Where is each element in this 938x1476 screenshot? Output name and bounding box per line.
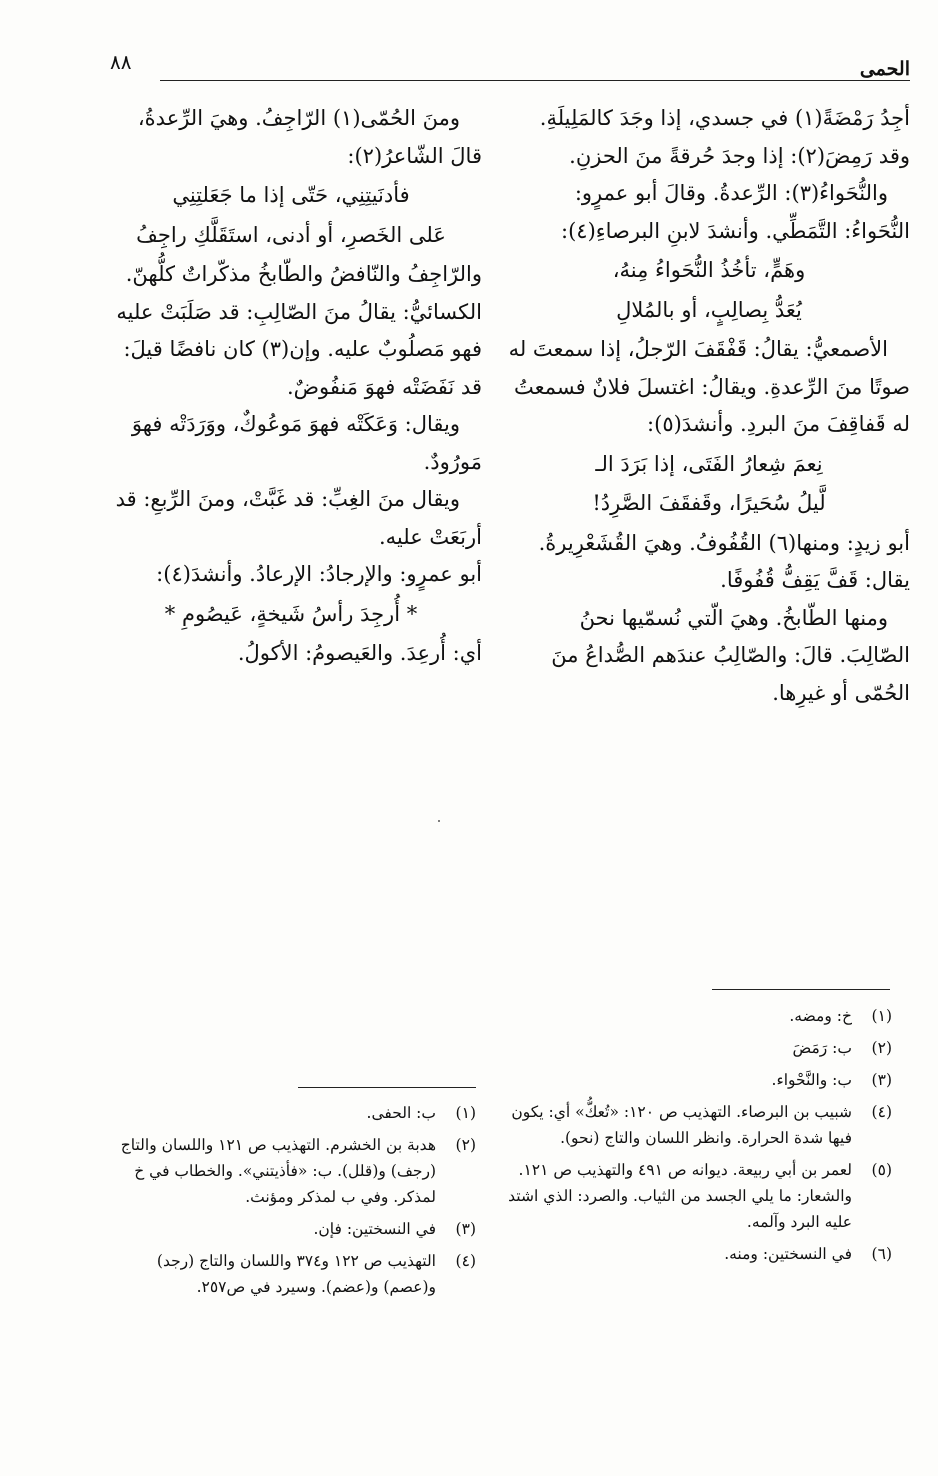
right-column bbox=[508, 100, 910, 712]
footnote-number: (٦) bbox=[871, 1245, 892, 1263]
footnote-separator-left bbox=[298, 1087, 476, 1088]
verse-line: نِعمَ شِعارُ الفَتَى، إذا بَرَدَ الـ bbox=[595, 451, 823, 476]
footnote-number: (٢) bbox=[871, 1039, 892, 1057]
verse-line: * أُرجِدَ رأسُ شَيخةٍ، عَيصُومِ * bbox=[164, 601, 418, 626]
footnote-number: (٣) bbox=[871, 1071, 892, 1089]
footnote-text: خ: ومضه. bbox=[789, 1007, 852, 1025]
footnote-text: لعمر بن أبي ربيعة. ديوانه ص ٤٩١ والتهذيب ص ١٢١. والشعار: ما يلي الجسد من الثياب. والصرد: الذي اشتد عليه البرد وآلمه. bbox=[508, 1161, 852, 1231]
paragraph: أي: أُرعِدَ. والعَيصومُ: الأكولُ. bbox=[237, 641, 482, 665]
footnote-number: (٥) bbox=[871, 1161, 892, 1179]
footnotes-right bbox=[508, 1003, 892, 1273]
verse-line: لَّيلُ سُحَيرًا، وقَفقَفَ الصَّرِدُ! bbox=[592, 491, 826, 515]
verse-line: يُعَدُّ بِصالِبٍ، أو بالمُلالِ bbox=[616, 297, 802, 322]
verse-line: وهَمٍّ، تأخُذُ النُّحَواءُ مِنهُ، bbox=[612, 258, 806, 282]
footnotes-left bbox=[100, 1100, 476, 1306]
footnote bbox=[508, 1003, 892, 1029]
page-number: ٨٨ bbox=[110, 50, 132, 74]
footnote bbox=[100, 1132, 476, 1210]
footnote bbox=[508, 1099, 892, 1151]
paragraph: ويقال منَ الغِبِّ: قد غَبَّتْ، ومنَ الرِّبعِ: قد أربَعَتْ عليه. bbox=[115, 487, 482, 549]
paragraph: ومنها الطّابخُ. وهيَ الّتي نُسمّيها نحنُ الصّالِبَ. قالَ: والصّالِبُ عندَهم الصُّداعُ منَ الحُمّى أو غيرِها. bbox=[551, 605, 910, 705]
page-header bbox=[90, 44, 910, 84]
footnote-number: (٣) bbox=[455, 1220, 476, 1238]
footnote bbox=[508, 1157, 892, 1235]
footnote-text: شبيب بن البرصاء. التهذيب ص ١٢٠: «تُعكُّ» أي: يكون فيها شدة الحرارة. وانظر اللسان والتاج (نحو). bbox=[511, 1103, 852, 1147]
footnote-number: (١) bbox=[455, 1104, 476, 1122]
running-title: الحمى bbox=[859, 58, 910, 80]
paragraph: والرّاجِفُ والنّافضُ والطّابخُ مذكّراتٌ كلُّهنّ. الكسائيُّ: يقالُ منَ الصّالِبِ: قد صَلَبَتْ عليه فهو مَصلُوبٌ عليه. وإن(٣) كان نافضًا قيلَ: قد نَفَضَتْه فهوَ مَنفُوضٌ. bbox=[116, 262, 482, 399]
verse-line: عَلى الخَصرِ، أو أدنى، استَقَلَّكِ راجِفُ bbox=[136, 222, 446, 247]
footnote-text: ب: الحفى. bbox=[366, 1104, 436, 1122]
paragraph: أبو زيدٍ: ومنها(٦) القُفُوفُ. وهيَ القُشَعْرِيرةُ. يقال: قَفَّ يَقِفُّ قُفُوفًا. bbox=[538, 530, 910, 592]
footnote-text: في النسختين: فإن. bbox=[313, 1220, 436, 1238]
paragraph: ومنَ الحُمّى(١) الرّاجِفُ. وهيَ الرِّعدةُ، قالَ الشّاعرُ(٢): bbox=[137, 106, 482, 168]
paragraph: أبو عمرٍو: والإرجادُ: الإرعادُ. وأنشدَ(٤): bbox=[156, 562, 482, 586]
paragraph: وقد رَمِضَ(٢): إذا وجدَ حُرقةً منَ الحزنِ. bbox=[569, 143, 910, 168]
footnote-text: هدبة بن الخشرم. التهذيب ص ١٢١ واللسان والتاج (رجف) و(قلل). ب: «فأذيتني». والخطاب في خ لمذكر. وفي ب لمذكر ومؤنث. bbox=[120, 1136, 436, 1206]
paragraph: أجِدُ رَمْضَةً(١) في جسدي، إذا وجَدَ كالمَلِيلَةِ. bbox=[539, 106, 910, 130]
footnote bbox=[100, 1100, 476, 1126]
footnote-separator-right bbox=[712, 989, 890, 990]
footnote bbox=[508, 1241, 892, 1267]
footnote-text: ب: والنَّحْواء. bbox=[771, 1071, 852, 1089]
paragraph: الأصمعيُّ: يقالُ: قَفْقَفَ الرّجلُ، إذا سمعتَ له صوتًا منَ الرِّعدةِ. ويقالُ: اغتسلَ فلانٌ فسمعتُ له قَفاقِفَ منَ البردِ. وأنشدَ(٥): bbox=[508, 337, 910, 436]
footnote-text: التهذيب ص ١٢٢ و٣٧٤ واللسان والتاج (رجد) و(عصم) و(عضم). وسيرد في ص٢٥٧. bbox=[156, 1252, 436, 1296]
footnote bbox=[508, 1067, 892, 1093]
header-rule bbox=[160, 80, 910, 81]
footnote-number: (١) bbox=[871, 1007, 892, 1025]
scan-speck bbox=[438, 820, 440, 822]
footnote-text: ب: رَمَضَ bbox=[792, 1039, 852, 1057]
footnote bbox=[508, 1035, 892, 1061]
footnote-number: (٤) bbox=[871, 1103, 892, 1121]
paragraph: والنُّحَواءُ(٣): الرِّعدةُ. وقالَ أبو عمرٍو: النُّحَواءُ: التَّمَطِّي. وأنشدَ لابنِ البرصاءِ(٤): bbox=[561, 181, 910, 243]
footnote bbox=[100, 1216, 476, 1242]
verse-line: فأدنَيتِنِي، حَتّى إذا ما جَعَلتِنِي bbox=[172, 183, 410, 207]
footnote-number: (٤) bbox=[455, 1252, 476, 1270]
paragraph: ويقال: وَعَكَتْه فهوَ مَوعُوكٌ، ووَرَدَتْه فهوَ مَورُودٌ. bbox=[131, 412, 482, 474]
footnote-text: في النسختين: ومنه. bbox=[724, 1245, 852, 1263]
footnote-number: (٢) bbox=[455, 1136, 476, 1154]
left-column bbox=[100, 100, 482, 673]
footnote bbox=[100, 1248, 476, 1300]
